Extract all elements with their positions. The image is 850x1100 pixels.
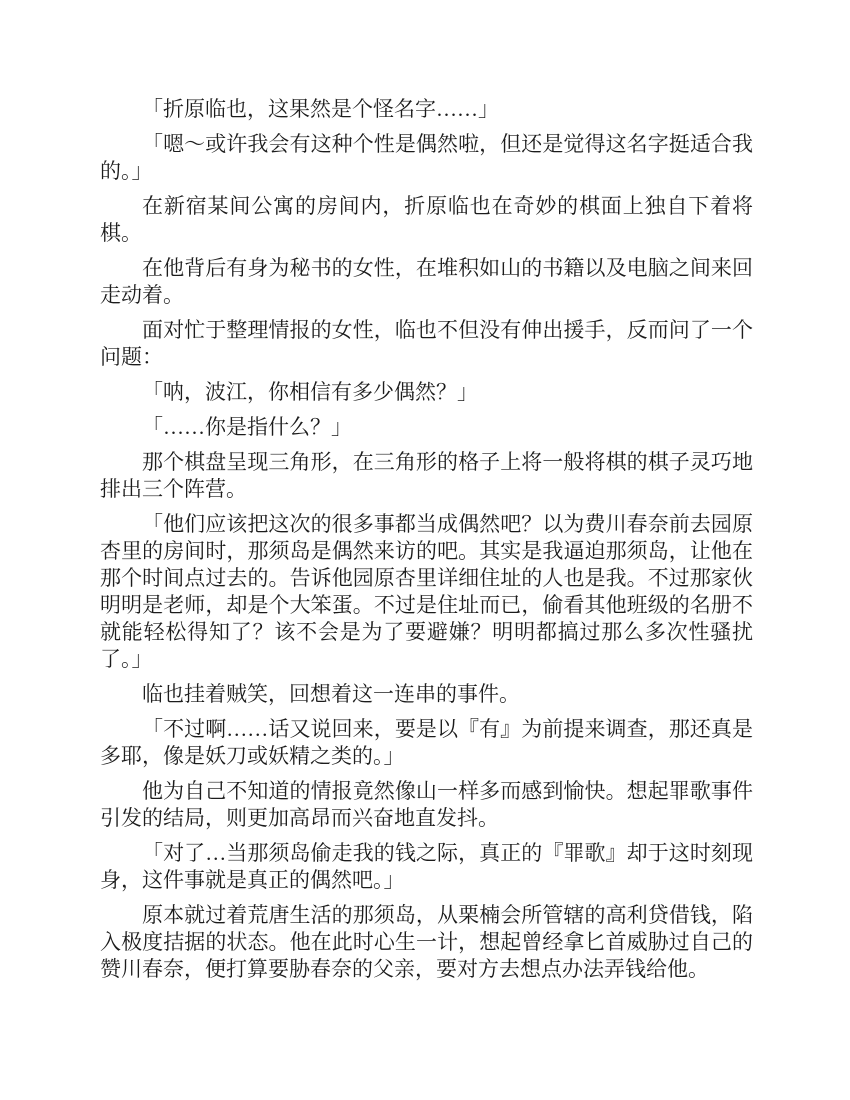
paragraph-6: 「呐，波江，你相信有多少偶然？」 [142, 380, 478, 404]
paragraph-7: 「……你是指什么？」 [142, 415, 352, 439]
paragraph-13: 「对了…当那须岛偷走我的钱之际，真正的『罪歌』却于这时刻现身，这件事就是真正的偶然吧。」 [100, 841, 753, 892]
paragraph-11: 「不过啊……话又说回来，要是以『有』为前提来调查，那还真是多耶，像是妖刀或妖精之类的。」 [100, 717, 753, 768]
novel-text-block [100, 96, 753, 991]
paragraph-1: 「折原临也，这果然是个怪名字……」 [142, 97, 499, 121]
paragraph-14: 原本就过着荒唐生活的那须岛，从栗楠会所管辖的高利贷借钱，陷入极度拮据的状态。他在此时心生一计，想起曾经拿匕首威胁过自己的赞川春奈，便打算要胁春奈的父亲，要对方去想点办法弄钱给他。 [100, 903, 753, 981]
paragraph-2: 「嗯～或许我会有这种个性是偶然啦，但还是觉得这名字挺适合我的。」 [100, 132, 753, 183]
paragraph-12: 他为自己不知道的情报竟然像山一样多而感到愉快。想起罪歌事件引发的结局，则更加高昂而兴奋地直发抖。 [100, 779, 753, 830]
paragraph-9: 「他们应该把这次的很多事都当成偶然吧？以为费川春奈前去园原杏里的房间时，那须岛是偶然来访的吧。其实是我逼迫那须岛，让他在那个时间点过去的。告诉他园原杏里详细住址的人也是我。不过那家伙明明是老师，却是个大笨蛋。不过是住址而已，偷看其他班级的名册不就能轻松得知了？该不会是为了要避嫌？明明都搞过那么多次性骚扰了。」 [100, 512, 753, 671]
paragraph-5: 面对忙于整理情报的女性，临也不但没有伸出援手，反而问了一个问题： [100, 318, 753, 369]
paragraph-8: 那个棋盘呈现三角形，在三角形的格子上将一般将棋的棋子灵巧地排出三个阵营。 [100, 450, 753, 501]
paragraph-3: 在新宿某间公寓的房间内，折原临也在奇妙的棋面上独自下着将棋。 [100, 194, 753, 245]
paragraph-4: 在他背后有身为秘书的女性，在堆积如山的书籍以及电脑之间来回走动着。 [100, 256, 753, 307]
paragraph-10: 临也挂着贼笑，回想着这一连串的事件。 [142, 682, 520, 706]
